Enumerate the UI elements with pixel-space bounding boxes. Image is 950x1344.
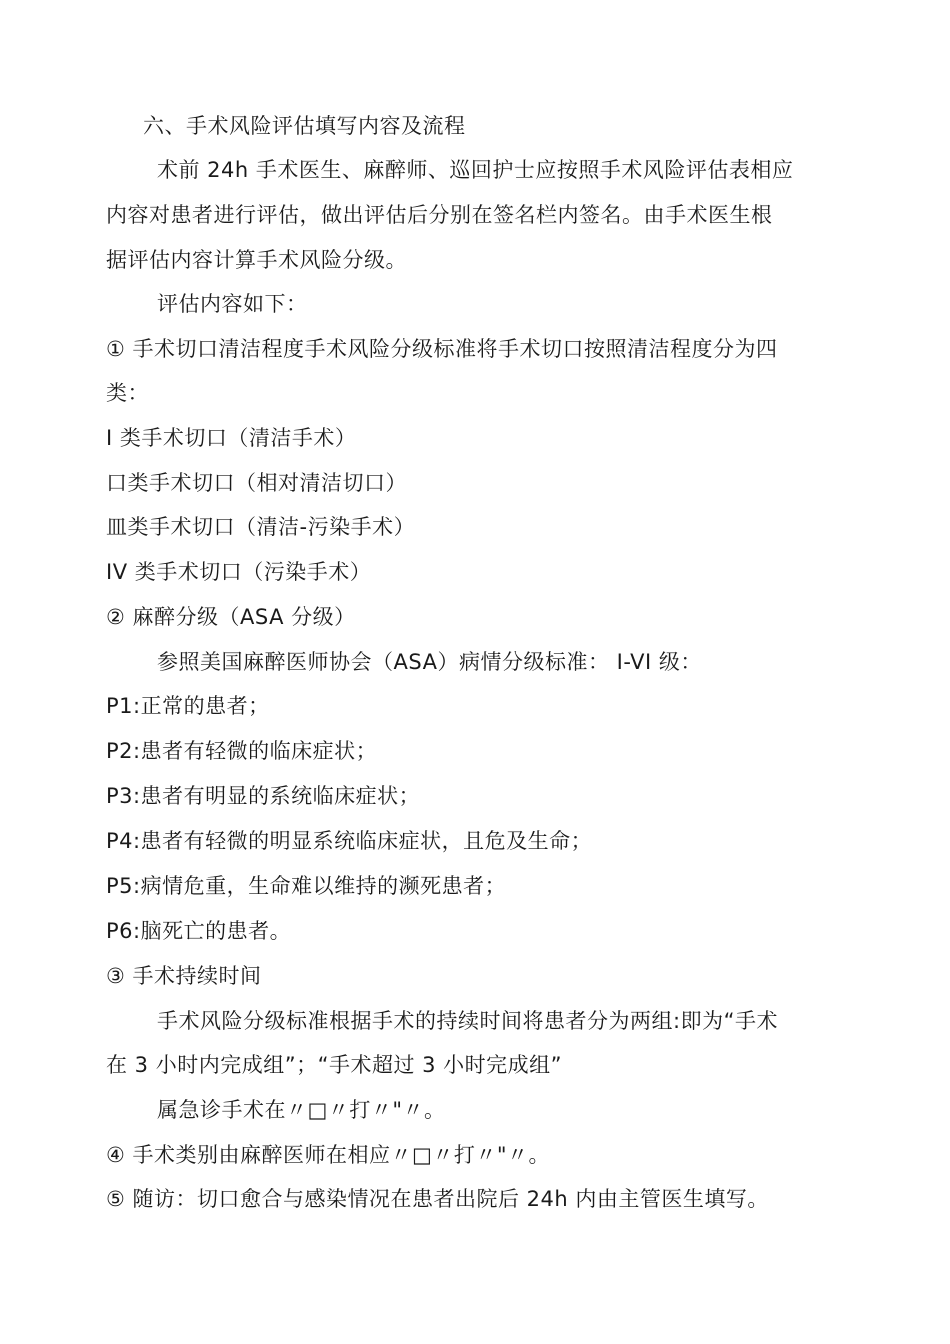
contents-label: 评估内容如下：: [157, 292, 308, 316]
intro-line-2: 内容对患者进行评估，做出评估后分别在签名栏内签名。由手术医生根: [106, 203, 773, 227]
intro-line-1: 术前 24h 手术医生、麻醉师、巡回护士应按照手术风险评估表相应: [157, 158, 794, 182]
incision-class-2: 口类手术切口（相对清洁切口）: [106, 471, 407, 495]
intro-line-3: 据评估内容计算手术风险分级。: [106, 248, 407, 272]
asa-level-p1: P1:正常的患者；: [106, 694, 270, 718]
incision-class-3: 皿类手术切口（清洁-污染手术）: [106, 515, 416, 539]
item5: ⑤ 随访：切口愈合与感染情况在患者出院后 24h 内由主管医生填写。: [106, 1187, 769, 1211]
item3: ③ 手术持续时间: [106, 964, 262, 988]
asa-level-p6: P6:脑死亡的患者。: [106, 919, 292, 943]
item1-line-1: ① 手术切口清洁程度手术风险分级标准将手术切口按照清洁程度分为四: [106, 337, 778, 361]
section-heading: 六、手术风险评估填写内容及流程: [143, 114, 466, 138]
duration-line-1: 手术风险分级标准根据手术的持续时间将患者分为两组:即为“手术: [157, 1009, 778, 1033]
emergency-text: 属急诊手术在〃□〃打〃"〃。: [157, 1098, 446, 1122]
asa-level-p5: P5:病情危重，生命难以维持的濒死患者；: [106, 874, 507, 898]
asa-level-p4: P4:患者有轻微的明显系统临床症状，且危及生命；: [106, 829, 593, 853]
item4: ④ 手术类别由麻醉医师在相应〃□〃打〃"〃。: [106, 1143, 551, 1167]
incision-class-4: IV 类手术切口（污染手术）: [106, 560, 372, 584]
asa-intro: 参照美国麻醉医师协会（ASA）病情分级标准： I-VI 级：: [157, 650, 702, 674]
incision-class-1: I 类手术切口（清洁手术）: [106, 426, 357, 450]
asa-level-p2: P2:患者有轻微的临床症状；: [106, 739, 378, 763]
duration-line-2: 在 3 小时内完成组”；“手术超过 3 小时完成组”: [106, 1053, 563, 1077]
item1-line-2: 类：: [106, 381, 149, 405]
item2: ② 麻醉分级（ASA 分级）: [106, 605, 356, 629]
asa-level-p3: P3:患者有明显的系统临床症状；: [106, 784, 421, 808]
